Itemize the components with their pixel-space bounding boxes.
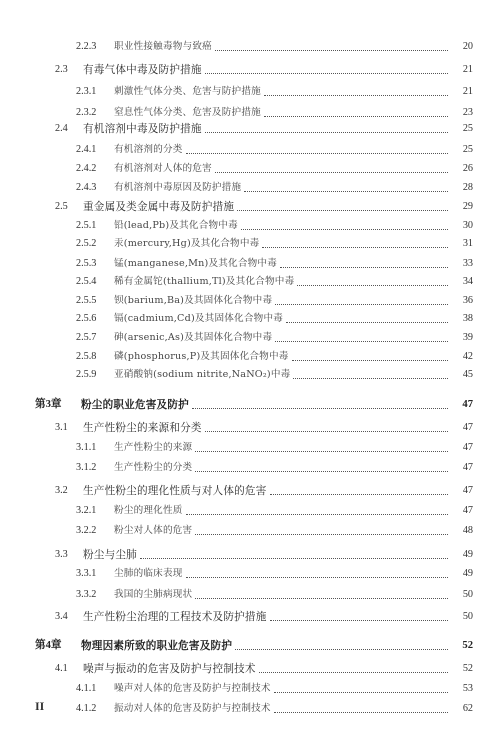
toc-title: 钡(barium,Ba)及其固体化合物中毒 xyxy=(114,295,273,306)
toc-number: 2.4 xyxy=(55,123,68,134)
toc-number: 4.1 xyxy=(55,663,68,674)
toc-title: 粉尘的理化性质 xyxy=(114,505,183,516)
toc-title: 粉尘与尘肺 xyxy=(83,549,137,561)
dot-leader xyxy=(215,172,448,173)
toc-page-number: 20 xyxy=(462,41,473,52)
toc-subsection xyxy=(76,567,473,581)
dot-leader xyxy=(195,534,448,535)
toc-subsection xyxy=(76,106,473,120)
toc-section xyxy=(55,610,473,624)
toc-title: 锰(manganese,Mn)及其化合物中毒 xyxy=(114,258,278,269)
toc-subsection xyxy=(76,524,473,538)
toc-page-number: 53 xyxy=(462,683,473,694)
dot-leader xyxy=(237,210,448,211)
toc-title: 亚硝酸钠(sodium nitrite,NaNO₂)中毒 xyxy=(114,369,291,380)
toc-page-number: 25 xyxy=(462,144,473,155)
page-folio: II xyxy=(35,699,45,713)
toc-title: 汞(mercury,Hg)及其化合物中毒 xyxy=(114,238,260,249)
dot-leader xyxy=(259,672,448,673)
dot-leader xyxy=(280,267,448,268)
toc-number: 2.5 xyxy=(55,201,68,212)
toc-number: 3.4 xyxy=(55,611,68,622)
toc-section xyxy=(55,484,473,498)
toc-title: 有机溶剂的分类 xyxy=(114,144,183,155)
toc-page-number: 28 xyxy=(462,182,473,193)
toc-number: 2.5.3 xyxy=(76,258,97,269)
toc-title: 窒息性气体分类、危害及防护措施 xyxy=(114,107,261,118)
toc-title: 噪声与振动的危害及防护与控制技术 xyxy=(83,663,256,675)
toc-number: 2.4.1 xyxy=(76,144,97,155)
toc-title: 生产性粉尘的来源 xyxy=(114,442,193,453)
dot-leader xyxy=(297,285,448,286)
toc-page-number: 47 xyxy=(462,462,473,473)
toc-number: 2.5.9 xyxy=(76,369,97,380)
toc-number: 2.5.6 xyxy=(76,313,97,324)
toc-title: 生产性粉尘的来源和分类 xyxy=(83,422,202,434)
toc-section xyxy=(55,548,473,562)
toc-title: 有毒气体中毒及防护措施 xyxy=(83,64,202,76)
toc-number: 4.1.2 xyxy=(76,703,97,714)
dot-leader xyxy=(275,341,448,342)
toc-page-number: 52 xyxy=(462,640,473,651)
toc-subsection xyxy=(76,181,473,195)
toc-title: 刺激性气体分类、危害与防护措施 xyxy=(114,86,261,97)
toc-section xyxy=(55,200,473,214)
dot-leader xyxy=(264,116,448,117)
toc-subsection xyxy=(76,331,473,345)
toc-page-number: 48 xyxy=(462,525,473,536)
dot-leader xyxy=(292,360,448,361)
toc-number: 3.3.1 xyxy=(76,568,97,579)
toc-title: 有机溶剂对人体的危害 xyxy=(114,163,212,174)
dot-leader xyxy=(275,304,448,305)
toc-title: 有机溶剂中毒原因及防护措施 xyxy=(114,182,242,193)
toc-subsection xyxy=(76,312,473,326)
dot-leader xyxy=(244,191,448,192)
toc-number: 2.5.5 xyxy=(76,295,97,306)
toc-number: 2.3.2 xyxy=(76,107,97,118)
toc-subsection xyxy=(76,143,473,157)
toc-page-number: 33 xyxy=(462,258,473,269)
toc-page-number: 47 xyxy=(462,422,473,433)
toc-number: 2.4.2 xyxy=(76,163,97,174)
toc-title: 镉(cadmium,Cd)及其固体化合物中毒 xyxy=(114,313,284,324)
toc-title: 尘肺的临床表现 xyxy=(114,568,183,579)
toc-subsection xyxy=(76,702,473,716)
toc-section xyxy=(55,662,473,676)
dot-leader xyxy=(241,229,448,230)
dot-leader xyxy=(195,451,448,452)
toc-title: 有机溶剂中毒及防护措施 xyxy=(83,123,202,135)
toc-page-number: 52 xyxy=(462,663,473,674)
toc-title: 稀有金属铊(thallium,Tl)及其化合物中毒 xyxy=(114,276,295,287)
dot-leader xyxy=(274,692,448,693)
toc-page-number: 21 xyxy=(462,64,473,75)
dot-leader xyxy=(195,598,448,599)
toc-page-number: 47 xyxy=(462,442,473,453)
toc-page-number: 26 xyxy=(462,163,473,174)
toc-title: 粉尘对人体的危害 xyxy=(114,525,193,536)
toc-subsection xyxy=(76,350,473,364)
toc-title: 铅(lead,Pb)及其化合物中毒 xyxy=(114,220,238,231)
toc-subsection xyxy=(76,85,473,99)
dot-leader xyxy=(293,378,448,379)
toc-title: 生产性粉尘的分类 xyxy=(114,462,193,473)
toc-title: 职业性接触毒物与致癌 xyxy=(114,41,212,52)
toc-page-number: 25 xyxy=(462,123,473,134)
toc-page-number: 47 xyxy=(462,399,473,410)
toc-page-number: 47 xyxy=(462,485,473,496)
dot-leader xyxy=(286,322,448,323)
dot-leader xyxy=(186,577,448,578)
toc-title: 我国的尘肺病现状 xyxy=(114,589,193,600)
toc-number: 3.3 xyxy=(55,549,68,560)
dot-leader xyxy=(192,408,448,409)
toc-page-number: 42 xyxy=(462,351,473,362)
toc-subsection xyxy=(76,275,473,289)
toc-subsection xyxy=(76,504,473,518)
toc-page-number: 62 xyxy=(462,703,473,714)
dot-leader xyxy=(264,95,448,96)
toc-subsection xyxy=(76,441,473,455)
toc-page-number: 34 xyxy=(462,276,473,287)
toc-page-number: 50 xyxy=(462,611,473,622)
dot-leader xyxy=(215,50,448,51)
dot-leader xyxy=(186,514,448,515)
toc-page-number: 29 xyxy=(462,201,473,212)
dot-leader xyxy=(205,431,448,432)
toc-title: 生产性粉尘的理化性质与对人体的危害 xyxy=(83,485,267,497)
toc-chapter xyxy=(35,639,473,653)
dot-leader xyxy=(195,471,448,472)
toc-subsection xyxy=(76,237,473,251)
dot-leader xyxy=(262,247,448,248)
toc-subsection xyxy=(76,461,473,475)
toc-subsection xyxy=(76,40,473,54)
toc-number: 2.5.8 xyxy=(76,351,97,362)
toc-subsection xyxy=(76,257,473,271)
toc-title: 噪声对人体的危害及防护与控制技术 xyxy=(114,683,271,694)
toc-section xyxy=(55,421,473,435)
dot-leader xyxy=(205,73,448,74)
toc-number: 2.5.7 xyxy=(76,332,97,343)
toc-subsection xyxy=(76,162,473,176)
toc-number: 第4章 xyxy=(35,640,62,651)
toc-number: 4.1.1 xyxy=(76,683,97,694)
toc-title: 重金属及类金属中毒及防护措施 xyxy=(83,201,235,213)
toc-title: 物理因素所致的职业危害及防护 xyxy=(81,640,233,652)
toc-page-number: 23 xyxy=(462,107,473,118)
toc-subsection xyxy=(76,682,473,696)
toc-chapter xyxy=(35,398,473,412)
toc-page-number: 30 xyxy=(462,220,473,231)
toc-subsection xyxy=(76,368,473,382)
toc-page-number: 45 xyxy=(462,369,473,380)
toc-subsection xyxy=(76,294,473,308)
dot-leader xyxy=(270,620,449,621)
toc-page-number: 21 xyxy=(462,86,473,97)
toc-number: 3.2.2 xyxy=(76,525,97,536)
toc-title: 振动对人体的危害及防护与控制技术 xyxy=(114,703,271,714)
dot-leader xyxy=(140,558,448,559)
toc-title: 生产性粉尘治理的工程技术及防护措施 xyxy=(83,611,267,623)
toc-number: 2.5.2 xyxy=(76,238,97,249)
toc-page-number: 31 xyxy=(462,238,473,249)
toc-page-number: 47 xyxy=(462,505,473,516)
toc-number: 2.5.4 xyxy=(76,276,97,287)
toc-number: 2.2.3 xyxy=(76,41,97,52)
toc-page-number: 50 xyxy=(462,589,473,600)
toc-title: 砷(arsenic,As)及其固体化合物中毒 xyxy=(114,332,273,343)
toc-subsection xyxy=(76,588,473,602)
toc-title: 磷(phosphorus,P)及其固体化合物中毒 xyxy=(114,351,289,362)
dot-leader xyxy=(186,153,448,154)
toc-subsection xyxy=(76,219,473,233)
toc-section xyxy=(55,63,473,77)
toc-title: 粉尘的职业危害及防护 xyxy=(81,399,189,411)
dot-leader xyxy=(274,712,448,713)
toc-page-number: 38 xyxy=(462,313,473,324)
toc-number: 3.1.2 xyxy=(76,462,97,473)
toc-page-number: 36 xyxy=(462,295,473,306)
dot-leader xyxy=(270,494,449,495)
toc-section xyxy=(55,122,473,136)
toc-number: 2.4.3 xyxy=(76,182,97,193)
toc-number: 3.2.1 xyxy=(76,505,97,516)
toc-number: 3.2 xyxy=(55,485,68,496)
toc-page-number: 49 xyxy=(462,549,473,560)
toc-number: 第3章 xyxy=(35,399,62,410)
dot-leader xyxy=(205,132,448,133)
toc-page-number: 49 xyxy=(462,568,473,579)
toc-number: 2.3 xyxy=(55,64,68,75)
toc-number: 3.1 xyxy=(55,422,68,433)
toc-number: 2.5.1 xyxy=(76,220,97,231)
toc-page-number: 39 xyxy=(462,332,473,343)
toc-number: 3.3.2 xyxy=(76,589,97,600)
toc-number: 3.1.1 xyxy=(76,442,97,453)
toc-number: 2.3.1 xyxy=(76,86,97,97)
dot-leader xyxy=(235,649,448,650)
